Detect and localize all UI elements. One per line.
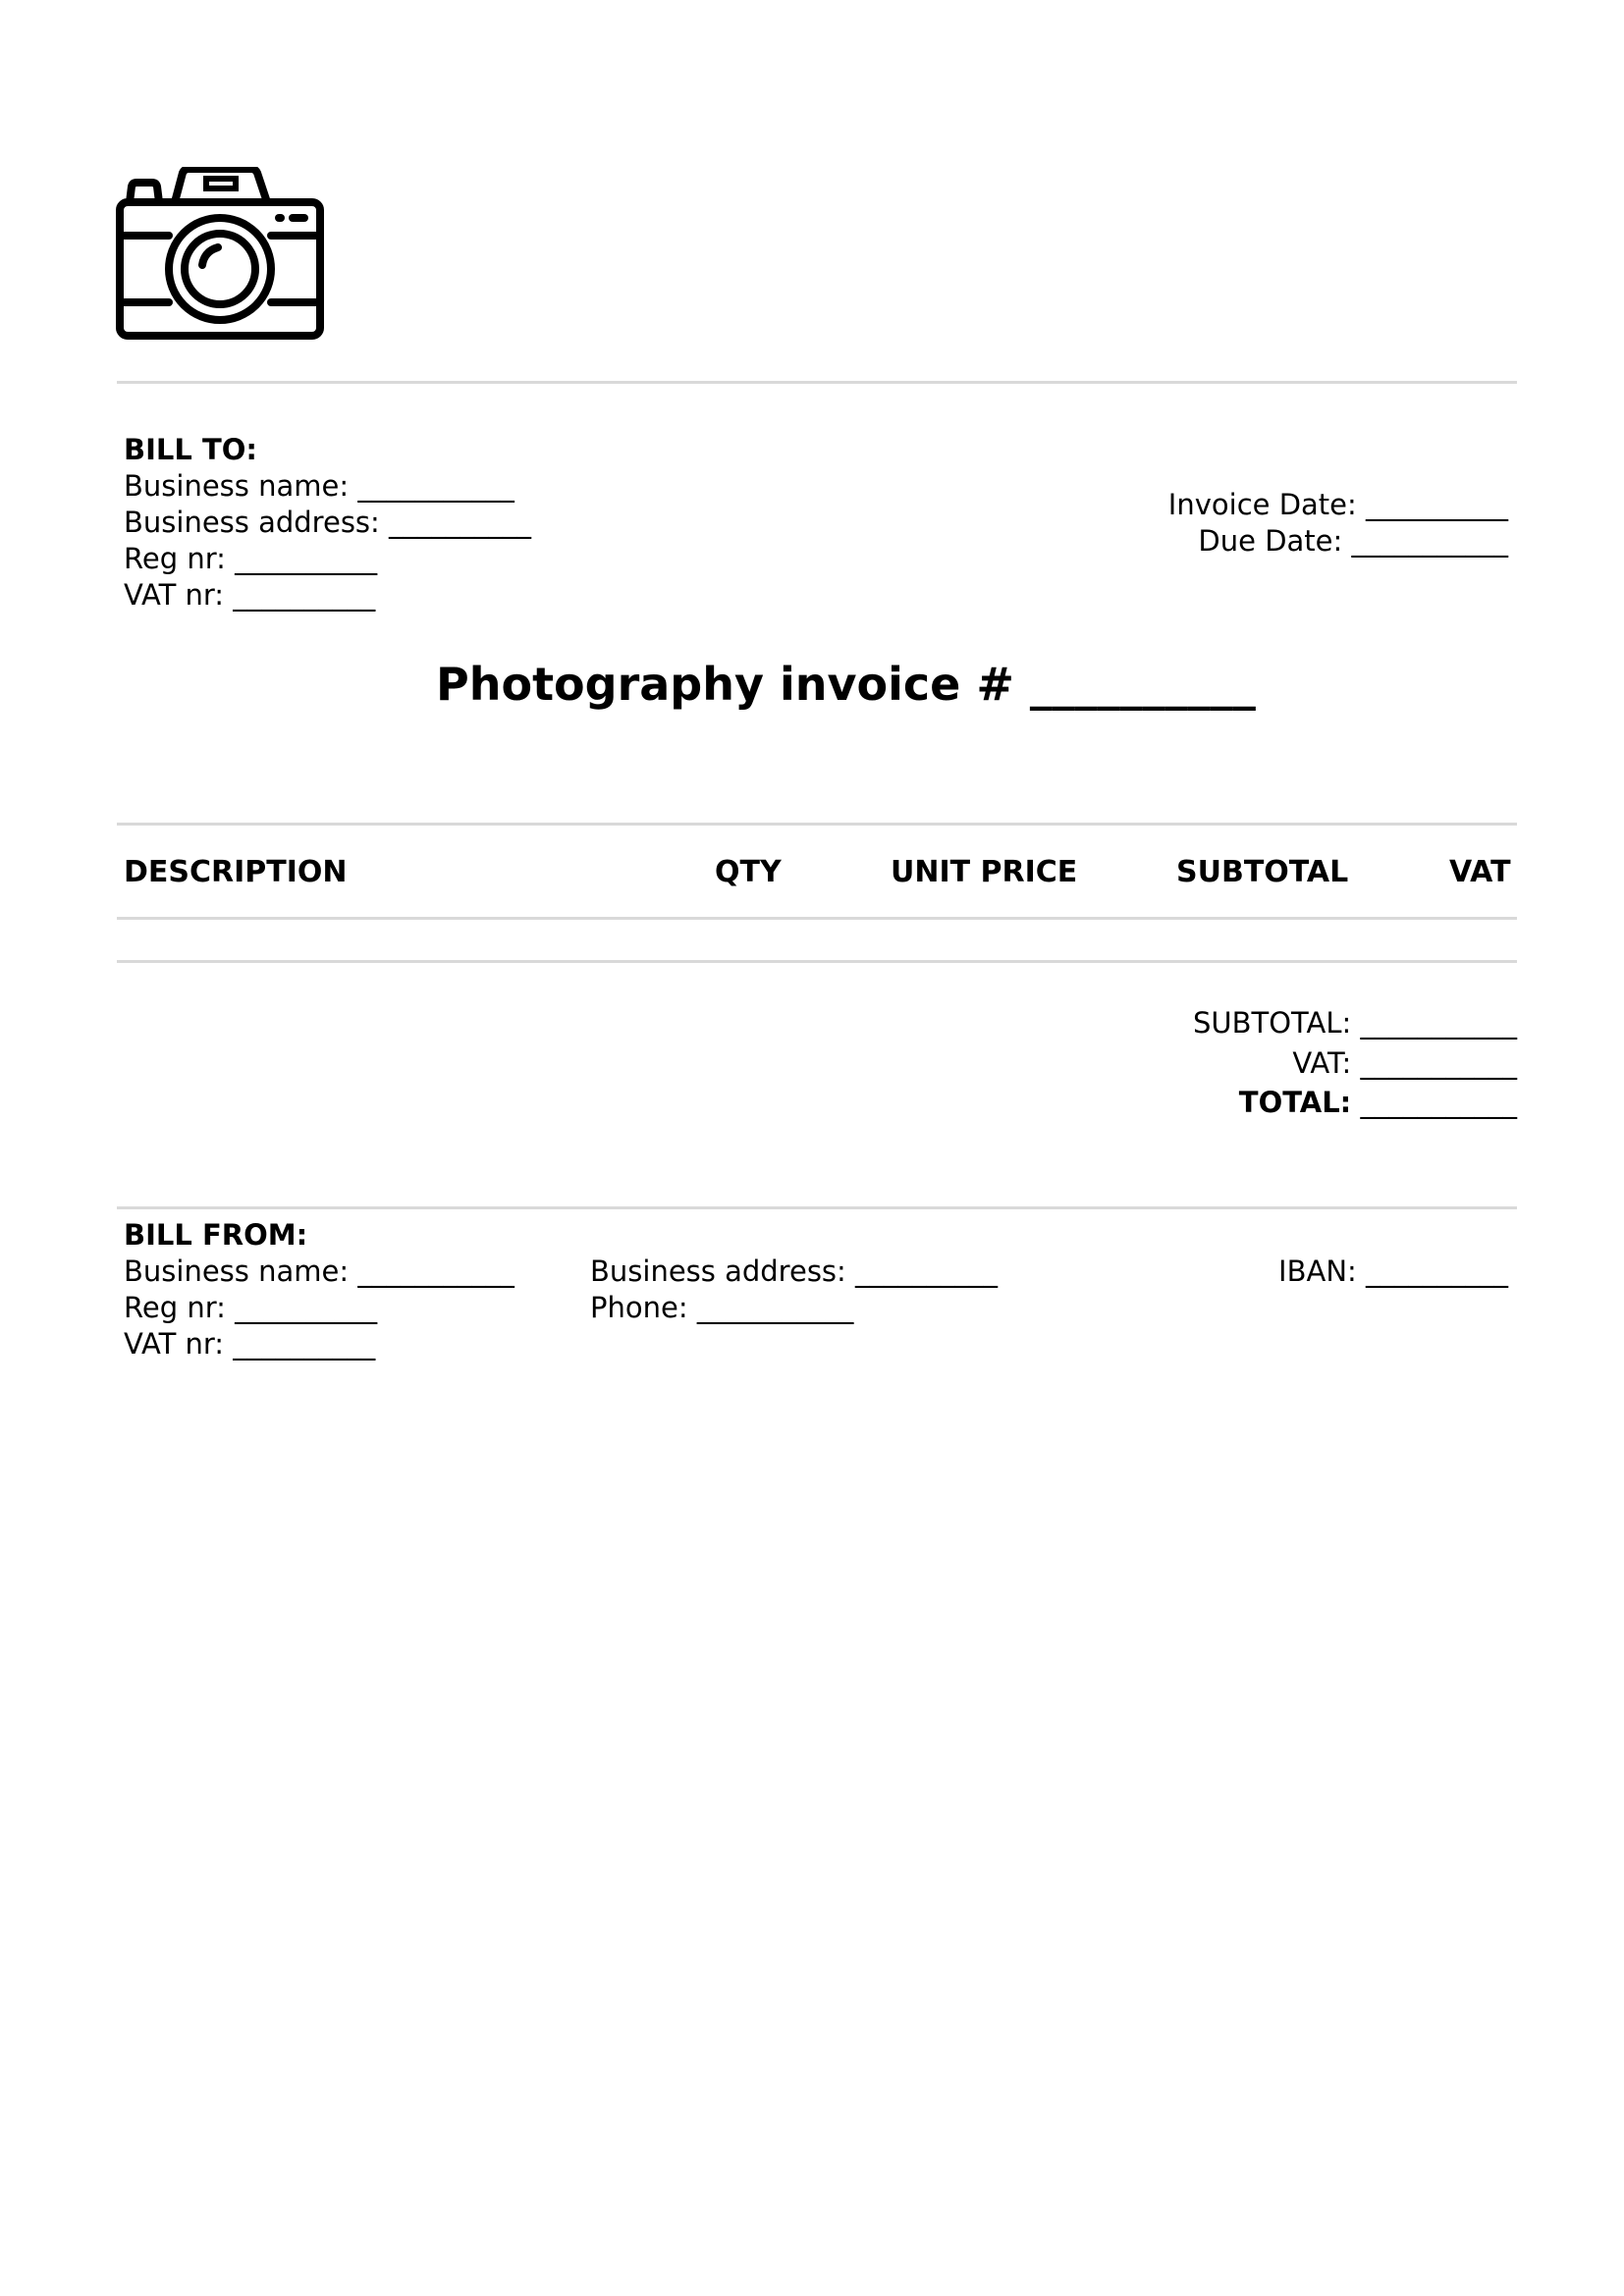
divider-table-top xyxy=(117,823,1517,826)
bill-from-heading: BILL FROM: xyxy=(124,1218,308,1252)
bill-from-business-address: Business address: __________ xyxy=(590,1255,999,1288)
invoice-date: Invoice Date: __________ xyxy=(1167,488,1508,521)
due-date: Due Date: ___________ xyxy=(1198,524,1508,558)
bill-from-iban: IBAN: __________ xyxy=(1278,1255,1508,1288)
divider-table-header xyxy=(117,917,1517,920)
column-header-description: DESCRIPTION xyxy=(124,855,348,889)
totals-total xyxy=(1239,1085,1517,1121)
column-header-unit-price: UNIT PRICE xyxy=(891,855,1078,889)
invoice-title: Photography invoice # __________ xyxy=(436,658,1256,711)
bill-to-business-name: Business name: ___________ xyxy=(124,469,514,503)
bill-from-vat-nr: VAT nr: __________ xyxy=(124,1327,376,1361)
totals-vat: VAT: ___________ xyxy=(1292,1046,1517,1080)
bill-from-phone: Phone: ___________ xyxy=(590,1291,854,1324)
column-header-subtotal: SUBTOTAL xyxy=(1176,855,1349,889)
divider-top xyxy=(117,381,1517,384)
column-header-qty: QTY xyxy=(715,855,782,889)
camera-icon xyxy=(116,167,324,340)
totals-subtotal: SUBTOTAL: ___________ xyxy=(1192,1006,1517,1040)
total-blank: ___________ xyxy=(1360,1086,1517,1119)
bill-to-heading: BILL TO: xyxy=(124,433,257,466)
bill-from-business-name: Business name: ___________ xyxy=(124,1255,514,1288)
bill-to-reg-nr: Reg nr: __________ xyxy=(124,542,378,575)
divider-bill-from xyxy=(117,1206,1517,1209)
bill-to-vat-nr: VAT nr: __________ xyxy=(124,578,376,612)
column-header-vat: VAT xyxy=(1449,855,1511,889)
logo xyxy=(116,167,324,340)
bill-to-business-address: Business address: __________ xyxy=(124,506,532,539)
bill-from-reg-nr: Reg nr: __________ xyxy=(124,1291,378,1324)
total-label: TOTAL: xyxy=(1238,1086,1352,1119)
divider-table-bottom xyxy=(117,960,1517,963)
